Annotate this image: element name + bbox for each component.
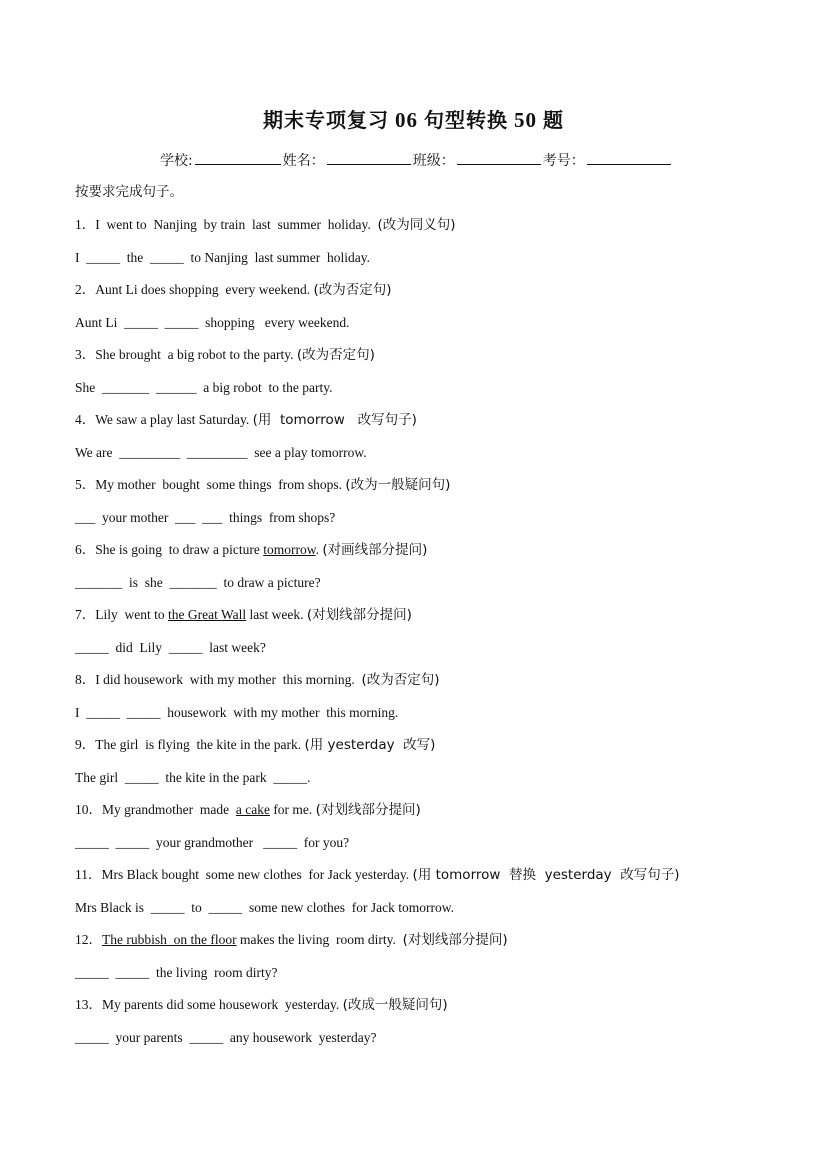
answer-line-9[interactable]: The girl _____ the kite in the park _____. <box>75 770 311 785</box>
school-label: 学校: <box>160 153 193 169</box>
underlined-phrase: the Great Wall <box>168 607 247 622</box>
question-instruction: (改为否定句) <box>361 672 440 688</box>
question-instruction: (改为否定句) <box>296 347 375 363</box>
answer-line-12[interactable]: _____ _____ the living room dirty? <box>75 965 278 980</box>
question-text: 12． <box>75 932 102 947</box>
question-12 <box>75 931 508 949</box>
name-blank[interactable] <box>327 150 411 165</box>
question-4 <box>75 411 417 429</box>
question-text: 2．Aunt Li does shopping every weekend. <box>75 282 314 297</box>
answer-line-6[interactable]: _______ is she _______ to draw a picture? <box>75 575 321 590</box>
question-text: 13．My parents did some housework yesterday. <box>75 997 343 1012</box>
question-instruction: (改为一般疑问句) <box>345 477 451 493</box>
question-text: 8．I did housework with my mother this morning. <box>75 672 362 687</box>
question-instruction: (对画线部分提问) <box>322 542 428 558</box>
question-text: 6．She is going to draw a picture <box>75 542 264 557</box>
title-count: 50 <box>514 108 537 132</box>
question-9 <box>75 736 435 754</box>
question-instruction: (用 yesterday 改写) <box>304 737 436 753</box>
question-instruction: (对划线部分提问) <box>402 932 508 948</box>
question-11 <box>75 866 680 884</box>
underlined-phrase: a cake <box>235 802 270 817</box>
question-text-tail: last week. <box>246 607 307 622</box>
school-blank[interactable] <box>195 150 281 165</box>
question-2 <box>75 281 392 299</box>
answer-line-4[interactable]: We are _________ _________ see a play tomorrow. <box>75 445 367 460</box>
page-title <box>0 104 827 133</box>
question-instruction: (对划线部分提问) <box>315 802 421 818</box>
question-text-tail: . <box>315 542 323 557</box>
title-number: 06 <box>395 108 418 132</box>
instruction: 按要求完成句子。 <box>75 184 183 200</box>
question-text: 3．She brought a big robot to the party. <box>75 347 297 362</box>
title-text-a: 期末专项复习 <box>263 108 389 132</box>
question-instruction: (改成一般疑问句) <box>342 997 448 1013</box>
question-5 <box>75 476 450 494</box>
question-8 <box>75 671 440 689</box>
class-label: 班级： <box>412 153 455 169</box>
answer-line-10[interactable]: _____ _____ your grandmother _____ for you? <box>75 835 350 850</box>
exam-number-label: 考号： <box>542 153 585 169</box>
question-6 <box>75 541 427 559</box>
question-13 <box>75 996 448 1014</box>
underlined-phrase: The rubbish on the floor <box>102 932 237 947</box>
question-1 <box>75 216 456 234</box>
question-7 <box>75 606 412 624</box>
title-text-b: 句型转换 <box>424 108 508 132</box>
question-instruction: (改为同义句) <box>377 217 456 233</box>
question-text: 7．Lily went to <box>75 607 168 622</box>
title-text-c: 题 <box>543 108 564 132</box>
question-text: 4．We saw a play last Saturday. <box>75 412 253 427</box>
question-text: 5．My mother bought some things from shops. <box>75 477 346 492</box>
answer-line-11[interactable]: Mrs Black is _____ to _____ some new clothes for Jack tomorrow. <box>75 900 454 915</box>
question-text: 11．Mrs Black bought some new clothes for Jack yesterday. <box>75 867 413 882</box>
exam-number-blank[interactable] <box>587 150 671 165</box>
answer-line-8[interactable]: I _____ _____ housework with my mother this morning. <box>75 705 399 720</box>
question-text: 10．My grandmother made <box>75 802 236 817</box>
answer-line-7[interactable]: _____ did Lily _____ last week? <box>75 640 266 655</box>
answer-line-13[interactable]: _____ your parents _____ any housework yesterday? <box>75 1030 377 1045</box>
question-text-tail: makes the living room dirty. <box>236 932 403 947</box>
question-10 <box>75 801 421 819</box>
answer-line-3[interactable]: She _______ ______ a big robot to the party. <box>75 380 333 395</box>
question-text-tail: for me. <box>269 802 316 817</box>
question-text: 1．I went to Nanjing by train last summer holiday. <box>75 217 378 232</box>
question-3 <box>75 346 375 364</box>
answer-line-1[interactable]: I _____ the _____ to Nanjing last summer holiday. <box>75 250 370 265</box>
student-info-row <box>160 150 673 170</box>
question-instruction: (对划线部分提问) <box>306 607 412 623</box>
question-text: 9．The girl is flying the kite in the park. <box>75 737 305 752</box>
question-instruction: (用 tomorrow 改写句子) <box>252 412 417 428</box>
answer-line-2[interactable]: Aunt Li _____ _____ shopping every weekend. <box>75 315 350 330</box>
underlined-phrase: tomorrow <box>263 542 316 557</box>
name-label: 姓名： <box>282 153 325 169</box>
answer-line-5[interactable]: ___ your mother ___ ___ things from shops? <box>75 510 336 525</box>
question-instruction: (用 tomorrow 替换 yesterday 改写句子) <box>412 867 680 883</box>
question-instruction: (改为否定句) <box>313 282 392 298</box>
class-blank[interactable] <box>457 150 541 165</box>
